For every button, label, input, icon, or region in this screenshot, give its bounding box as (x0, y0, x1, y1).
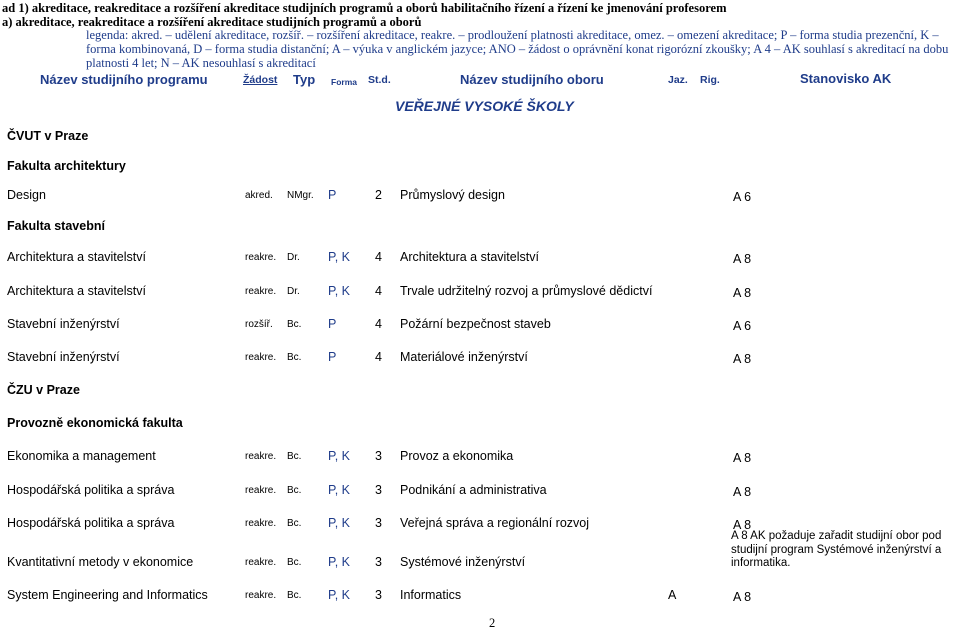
cell-type: Bc. (287, 485, 302, 496)
cell-type: Bc. (287, 590, 302, 601)
cell-field: Požární bezpečnost staveb (400, 317, 551, 331)
legend-line-2: forma kombinovaná, D – forma studia distanční; A – výuka v anglickém jazyce; ANO – žádost o oprávnění konat rigorózní zkoušky; A 4 – AK souhlasí s akreditací na dobu (86, 42, 949, 56)
col-lang: Jaz. (668, 74, 688, 86)
cell-form: P, K (328, 516, 351, 530)
cell-type: Bc. (287, 518, 302, 529)
cell-std: 4 (375, 250, 382, 264)
cell-field: Podnikání a administrativa (400, 483, 547, 497)
heading-line-1: ad 1) akreditace, reakreditace a rozšíření akreditace studijních programů a oborů habilitačního řízení a řízení ke jmenování profesorem (2, 1, 727, 15)
cell-program: Architektura a stavitelství (7, 284, 146, 298)
col-rig: Rig. (700, 74, 720, 86)
cell-std: 3 (375, 449, 382, 463)
cell-opinion: A 8 (733, 286, 752, 300)
cell-type: Dr. (287, 286, 300, 297)
cell-std: 4 (375, 350, 382, 364)
cell-request: reakre. (245, 286, 277, 297)
col-field: Název studijního oboru (460, 72, 604, 87)
faculty-name: Provozně ekonomická fakulta (7, 416, 183, 430)
cell-opinion: A 8 (733, 518, 752, 532)
col-type: Typ (293, 72, 316, 87)
section-title: VEŘEJNÉ VYSOKÉ ŠKOLY (395, 98, 574, 114)
cell-request: rozšíř. (245, 319, 273, 330)
cell-program: Ekonomika a management (7, 449, 156, 463)
cell-type: Dr. (287, 252, 300, 263)
cell-field: Provoz a ekonomika (400, 449, 514, 463)
cell-type: Bc. (287, 319, 302, 330)
cell-field: Materiálové inženýrství (400, 350, 528, 364)
col-opinion: Stanovisko AK (800, 71, 892, 86)
faculty-name: Fakulta architektury (7, 159, 126, 173)
cell-field: Architektura a stavitelství (400, 250, 539, 264)
cell-request: reakre. (245, 352, 277, 363)
cell-request: reakre. (245, 252, 277, 263)
faculty-name: Fakulta stavební (7, 219, 105, 233)
cell-field: Informatics (400, 588, 462, 602)
cell-opinion: A 8 AK požaduje zařadit studijní obor pod studijní program Systémové inženýrství a informatika. (731, 530, 942, 569)
cell-program: Design (7, 188, 46, 202)
cell-std: 3 (375, 483, 382, 497)
cell-program: Kvantitativní metody v ekonomice (7, 555, 194, 569)
school-name: ČZU v Praze (7, 383, 80, 397)
cell-program: Stavební inženýrství (7, 350, 120, 364)
cell-std: 4 (375, 317, 382, 331)
cell-opinion: A 8 (733, 252, 752, 266)
cell-opinion: A 8 (733, 590, 752, 604)
cell-field: Systémové inženýrství (400, 555, 526, 569)
cell-std: 4 (375, 284, 382, 298)
cell-opinion: A 6 (733, 190, 752, 204)
col-std: St.d. (368, 74, 391, 86)
cell-type: Bc. (287, 352, 302, 363)
cell-field: Veřejná správa a regionální rozvoj (400, 516, 590, 530)
cell-request: reakre. (245, 557, 277, 568)
cell-type: NMgr. (287, 190, 314, 201)
cell-form: P, K (328, 555, 351, 569)
cell-std: 3 (375, 516, 382, 530)
cell-form: P, K (328, 483, 351, 497)
col-program: Název studijního programu (40, 72, 208, 87)
school-name: ČVUT v Praze (7, 129, 89, 143)
cell-program: Architektura a stavitelství (7, 250, 146, 264)
cell-request: reakre. (245, 590, 277, 601)
page-number: 2 (489, 616, 496, 630)
legend-line-1: legenda: akred. – udělení akreditace, rozšíř. – rozšíření akreditace, reakre. – prodloužení platnosti akreditace, omez. – omezení akreditace; P – forma studia prezenční, K – (86, 28, 939, 42)
cell-field: Trvale udržitelný rozvoj a průmyslové dědictví (400, 284, 653, 298)
cell-opinion: A 6 (733, 319, 752, 333)
cell-std: 3 (375, 588, 382, 602)
cell-program: Hospodářská politika a správa (7, 516, 175, 530)
cell-opinion: A 8 (733, 352, 752, 366)
cell-form: P, K (328, 250, 351, 264)
cell-request: reakre. (245, 518, 277, 529)
cell-opinion: A 8 (733, 451, 752, 465)
cell-form: P, K (328, 284, 351, 298)
cell-form: P (328, 317, 337, 331)
cell-program: Hospodářská politika a správa (7, 483, 175, 497)
cell-std: 3 (375, 555, 382, 569)
cell-request: reakre. (245, 485, 277, 496)
heading-line-2: a) akreditace, reakreditace a rozšíření akreditace studijních programů a oborů (2, 15, 422, 29)
legend-line-3: platnosti 4 let; N – AK nesouhlasí s akreditací (86, 56, 316, 70)
cell-opinion: A 8 (733, 485, 752, 499)
cell-form: P, K (328, 449, 351, 463)
cell-type: Bc. (287, 451, 302, 462)
cell-form: P, K (328, 588, 351, 602)
cell-std: 2 (375, 188, 382, 202)
cell-request: akred. (245, 190, 273, 201)
cell-form: P (328, 350, 337, 364)
cell-program: Stavební inženýrství (7, 317, 120, 331)
cell-request: reakre. (245, 451, 277, 462)
cell-type: Bc. (287, 557, 302, 568)
cell-lang: A (668, 588, 677, 602)
cell-program: System Engineering and Informatics (7, 588, 208, 602)
col-form: Forma (331, 77, 357, 87)
col-request: Žádost (243, 74, 278, 86)
cell-form: P (328, 188, 337, 202)
cell-field: Průmyslový design (400, 188, 505, 202)
